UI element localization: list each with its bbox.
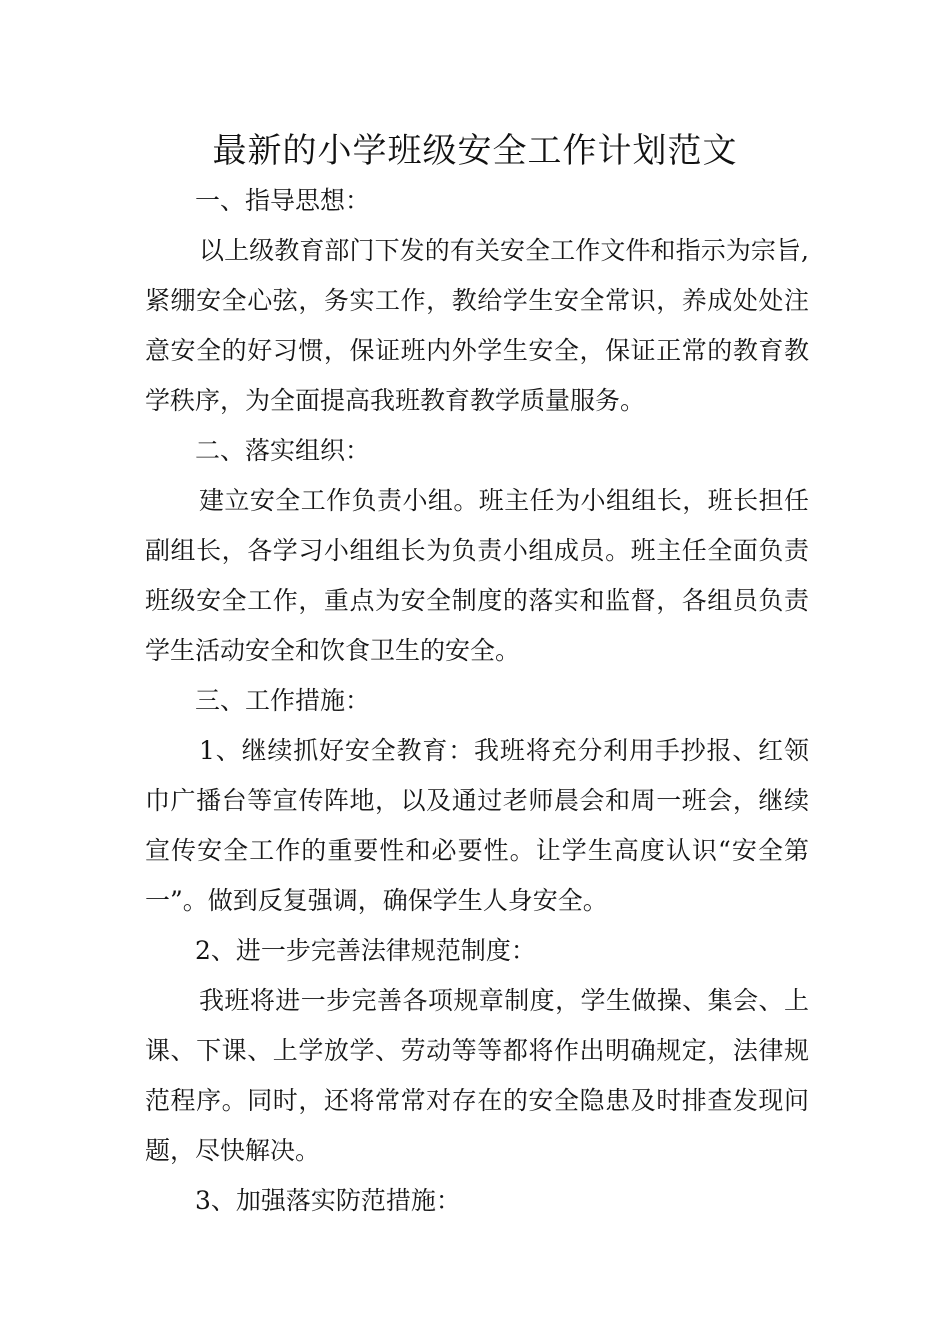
section-heading-organization: 二、落实组织：: [195, 436, 371, 465]
document-body: [145, 176, 809, 1226]
section-heading-measures: 三、工作措施：: [195, 686, 371, 715]
document-title: 最新的小学班级安全工作计划范文: [212, 131, 738, 171]
subheading-measure-2: 2、进一步完善法律规范制度：: [195, 936, 536, 965]
paragraph-organization: 建立安全工作负责小组。班主任为小组组长，班长担任副组长，各学习小组组长为负责小组成员。班主任全面负责班级安全工作，重点为安全制度的落实和监督，各组员负责学生活动安全和饮食卫生的安全。: [145, 486, 809, 665]
paragraph-measure-1: 1、继续抓好安全教育：我班将充分利用手抄报、红领巾广播台等宣传阵地，以及通过老师晨会和周一班会，继续宣传安全工作的重要性和必要性。让学生高度认识“安全第一”。做到反复强调，确保学生人身安全。: [145, 736, 809, 915]
paragraph-measure-2: 我班将进一步完善各项规章制度，学生做操、集会、上课、下课、上学放学、劳动等等都将作出明确规定，法律规范程序。同时，还将常常对存在的安全隐患及时排查发现问题，尽快解决。: [145, 986, 809, 1165]
subheading-measure-3: 3、加强落实防范措施：: [195, 1186, 461, 1215]
paragraph-guiding: 以上级教育部门下发的有关安全工作文件和指示为宗旨,紧绷安全心弦，务实工作，教给学生安全常识，养成处处注意安全的好习惯，保证班内外学生安全，保证正常的教育教学秩序，为全面提高我班教育教学质量服务。: [145, 236, 809, 415]
section-heading-guiding: 一、指导思想：: [195, 186, 371, 215]
